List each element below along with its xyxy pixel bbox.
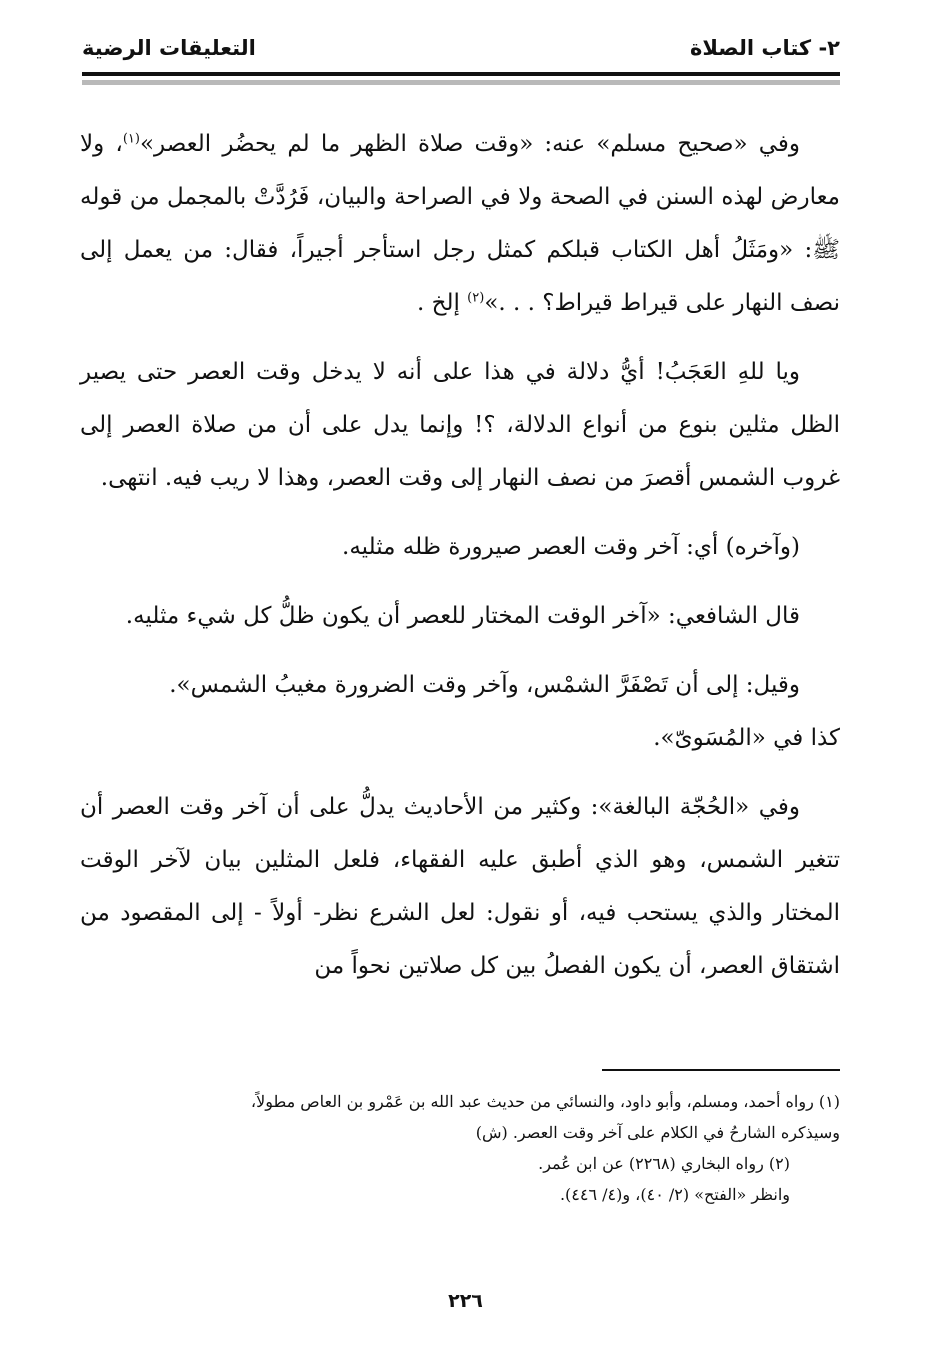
chapter-title: ٢- كتاب الصلاة [689,36,840,60]
header-rule-shade [82,80,840,85]
running-header [82,30,840,70]
footnote-ref-2: (٢) [467,290,485,306]
paragraph-1-text-c: إلخ . [416,290,468,316]
footnote-1-cont: وسيذكره الشارحُ في الكلام على آخر وقت العصر. (ش) [475,1123,840,1142]
footnotes [80,1086,840,1210]
paragraph-1-text-a: وفي «صحيح مسلم» عنه: «وقت صلاة الظهر ما لم يحضُر العصر» [139,131,800,157]
main-text [80,118,840,993]
footnote-2-cont: وانظر «الفتح» (٢/ ٤٠)، و(٤/ ٤٤٦). [559,1185,790,1204]
paragraph-7: وفي «الحُجّة البالغة»: وكثير من الأحاديث يدلُّ على أن آخر وقت العصر أن تتغير الشمس، وهو الذي أطبق عليه الفقهاء، فلعل المثلين بيان لآخر الوقت المختار والذي يستحب فيه، أو نقول: لعل الشرع نظر- أولاً - إلى المقصود من اشتقاق العصر، أن يكون الفصلُ بين كل صلاتين نحواً من [80,794,840,979]
paragraph-6: كذا في «المُسَوىّ». [653,725,840,751]
footnote-2: (٢) رواه البخاري (٢٢٦٨) عن ابن عُمر. [538,1154,790,1173]
footnote-1: (١) رواه أحمد، ومسلم، وأبو داود، والنسائي من حديث عبد الله بن عَمْرو بن العاص مطولاً، [250,1092,840,1111]
paragraph-1-text-b: ، ولا معارض لهذه السنن في الصحة ولا في الصراحة والبيان، فَرُدَّتْ بالمجمل من قوله ﷺ: «ومَثَلُ أهل الكتاب قبلكم كمثل رجل استأجر أجيراً، فقال: من يعمل إلى نصف النهار على قيراط قيراط؟ . . .» [80,131,840,316]
paragraph-2: ويا للهِ العَجَبُ! أيُّ دلالة في هذا على أنه لا يدخل وقت العصر حتى يصير الظل مثلين بنوع من أنواع الدلالة، ؟! وإنما يدل على أن من صلاة العصر إلى غروب الشمس أقصرَ من نصف النهار إلى وقت العصر، وهذا لا ريب فيه. انتهى. [80,359,840,491]
paragraph-1 [80,118,840,330]
book-title: التعليقات الرضية [82,36,256,60]
page-number: ٢٢٦ [448,1290,483,1312]
footnote-separator [602,1069,840,1071]
paragraph-4: قال الشافعي: «آخر الوقت المختار للعصر أن يكون ظلُّ كل شيء مثليه. [125,603,800,629]
footnote-ref-1: (١) [122,131,140,147]
header-rule [82,72,840,76]
paragraph-5: وقيل: إلى أن تَصْفَرَّ الشمْس، وآخر وقت الضرورة مغيبُ الشمس». [169,672,800,698]
paragraph-3: (وآخره) أي: آخر وقت العصر صيرورة ظله مثليه. [342,534,800,560]
